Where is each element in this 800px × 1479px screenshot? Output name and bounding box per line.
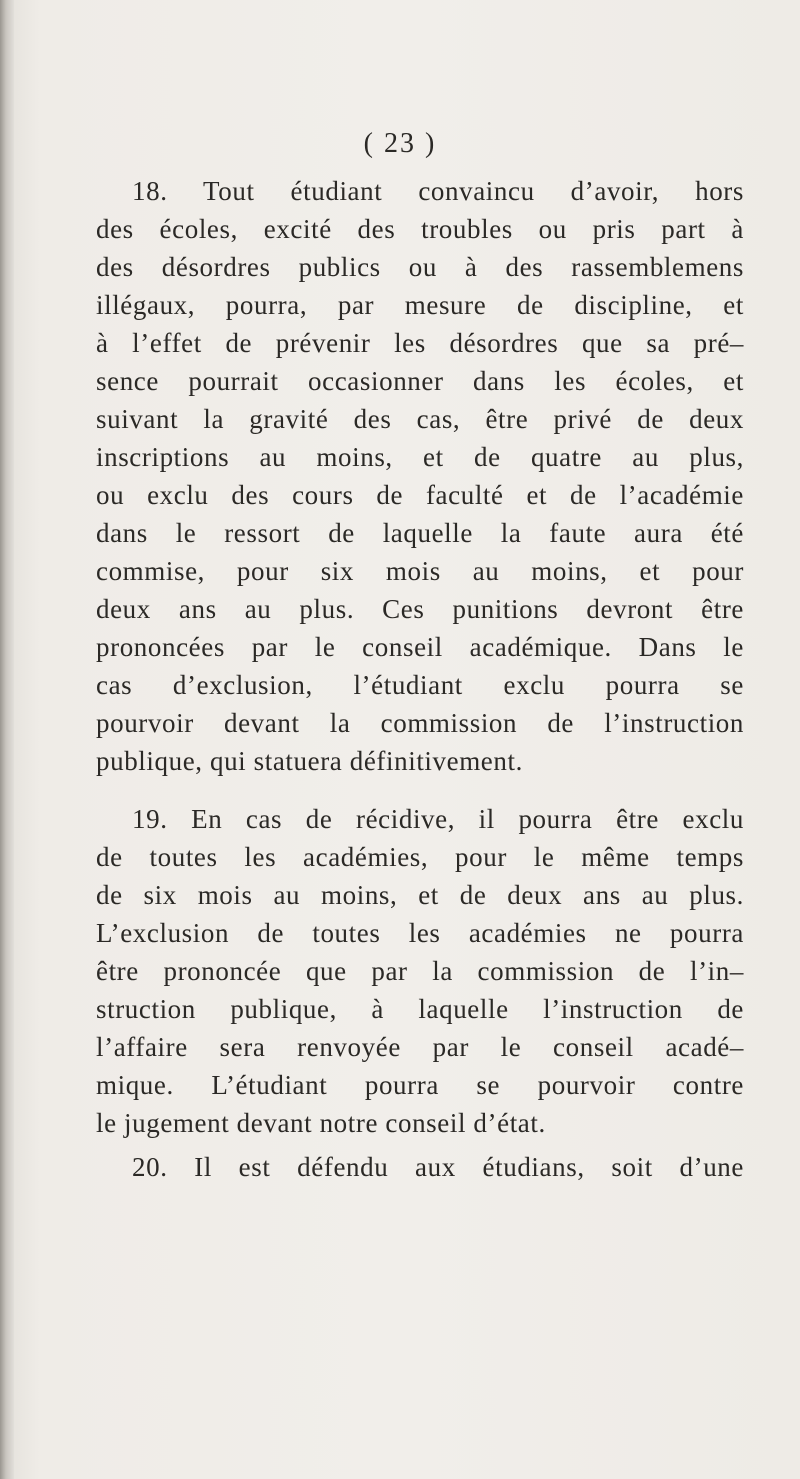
text-line: des désordres publics ou à des rassemblemens xyxy=(96,252,744,282)
text-line: struction publique, à laquelle l’instruction de xyxy=(96,994,744,1024)
text-line: de toutes les académies, pour le même temps xyxy=(96,842,744,872)
text-line: 20. Il est défendu aux étudians, soit d’une xyxy=(132,1152,744,1182)
text-line: suivant la gravité des cas, être privé de deux xyxy=(96,404,744,434)
page-gutter xyxy=(0,0,14,1479)
paragraph-article-20 xyxy=(96,1148,744,1186)
body-text xyxy=(96,172,744,1186)
text-line: ou exclu des cours de faculté et de l’académie xyxy=(96,480,744,510)
paragraph-article-18 xyxy=(96,172,744,780)
text-line: 18. Tout étudiant convaincu d’avoir, hors xyxy=(132,176,744,206)
text-line: inscriptions au moins, et de quatre au plus, xyxy=(96,442,744,472)
text-line: des écoles, excité des troubles ou pris part à xyxy=(96,214,744,244)
text-line: cas d’exclusion, l’étudiant exclu pourra se xyxy=(96,670,744,700)
text-line: deux ans au plus. Ces punitions devront être xyxy=(96,594,744,624)
text-line: l’affaire sera renvoyée par le conseil acadé– xyxy=(96,1032,744,1062)
text-line: dans le ressort de laquelle la faute aura été xyxy=(96,518,744,548)
text-line: publique, qui statuera définitivement. xyxy=(96,746,523,776)
text-line: 19. En cas de récidive, il pourra être exclu xyxy=(132,804,744,834)
text-line: commise, pour six mois au moins, et pour xyxy=(96,556,744,586)
paragraph-spacer xyxy=(96,780,744,800)
text-line: à l’effet de prévenir les désordres que sa pré– xyxy=(96,328,744,358)
text-line: sence pourrait occasionner dans les écoles, et xyxy=(96,366,744,396)
text-line: le jugement devant notre conseil d’état. xyxy=(96,1108,546,1138)
text-line: pourvoir devant la commission de l’instruction xyxy=(96,708,744,738)
text-line: prononcées par le conseil académique. Dans le xyxy=(96,632,744,662)
text-line: de six mois au moins, et de deux ans au plus. xyxy=(96,880,744,910)
text-line: illégaux, pourra, par mesure de discipline, et xyxy=(96,290,744,320)
text-line: L’exclusion de toutes les académies ne pourra xyxy=(96,918,744,948)
page-number: ( 23 ) xyxy=(363,128,437,159)
paragraph-article-19 xyxy=(96,800,744,1142)
text-line: mique. L’étudiant pourra se pourvoir contre xyxy=(96,1070,744,1100)
text-line: être prononcée que par la commission de l’in– xyxy=(96,956,744,986)
